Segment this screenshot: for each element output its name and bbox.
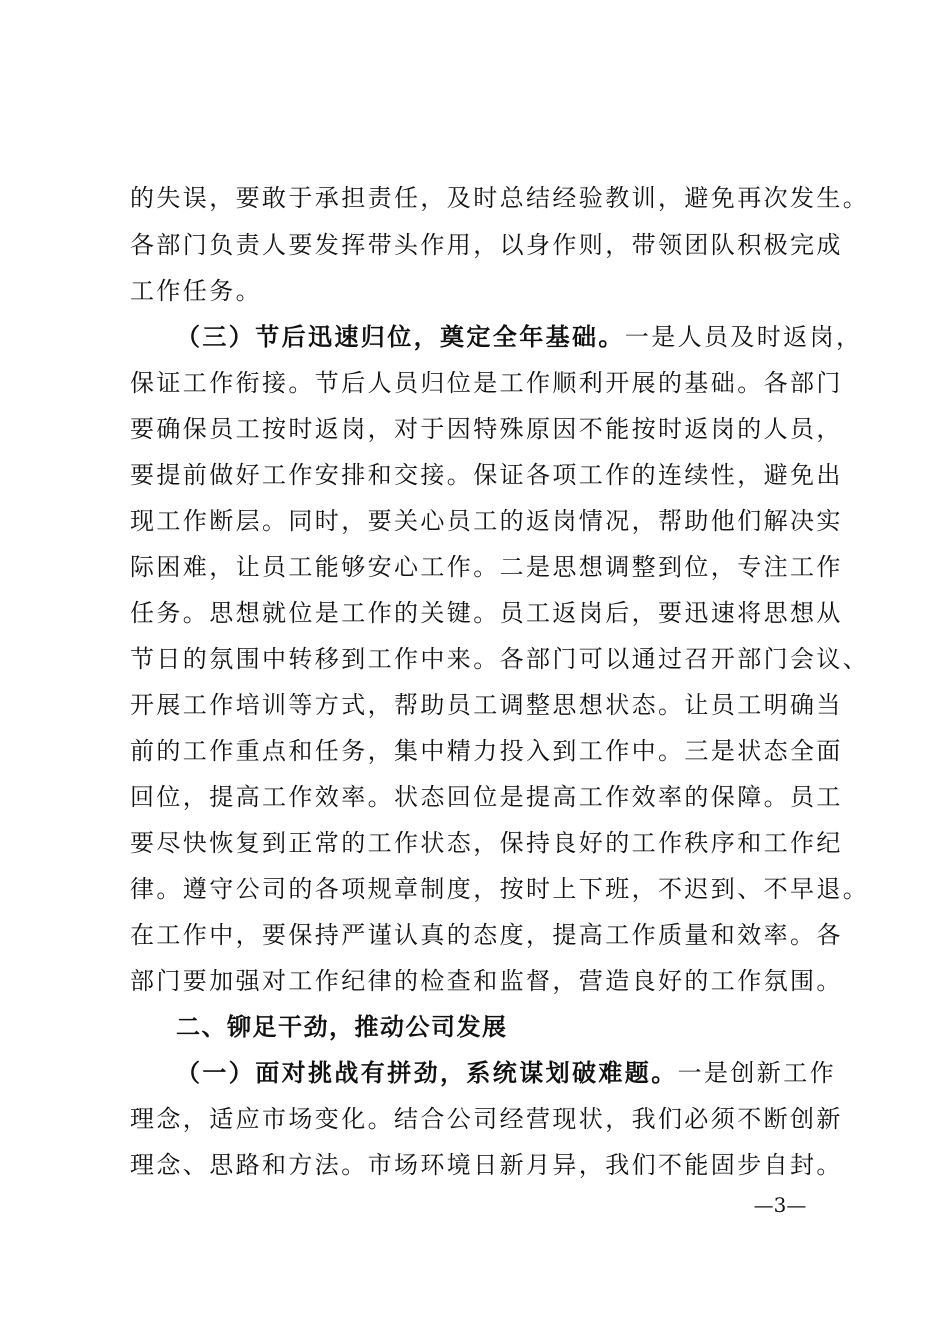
body-text-line: 理念，适应市场变化。结合公司经营现状，我们必须不断创新 xyxy=(130,1105,843,1133)
body-text-line: 部门要加强对工作纪律的检查和监督，营造良好的工作氛围。 xyxy=(130,967,843,995)
body-text-line: 回位，提高工作效率。状态回位是提高工作效率的保障。员工 xyxy=(130,783,843,811)
body-text: 一是创新工作 xyxy=(677,1059,837,1087)
body-text-line: 节日的氛围中转移到工作中来。各部门可以通过召开部门会议、 xyxy=(130,645,870,673)
body-text-line: 律。遵守公司的各项规章制度，按时上下班，不迟到、不早退。 xyxy=(130,875,870,903)
body-text-line: 际困难，让员工能够安心工作。二是思想调整到位，专注工作 xyxy=(130,553,843,581)
body-text-line: 开展工作培训等方式，帮助员工调整思想状态。让员工明确当 xyxy=(130,691,843,719)
subsection-marker: （一） xyxy=(176,1058,256,1087)
body-text-line: 保证工作衔接。节后人员归位是工作顺利开展的基础。各部门 xyxy=(130,369,843,397)
body-text-line: 要尽快恢复到正常的工作状态，保持良好的工作秩序和工作纪 xyxy=(130,829,843,857)
subsection-marker: （三） xyxy=(176,322,256,351)
section-3-paragraph-start xyxy=(176,315,863,359)
subsection-heading: 节后迅速归位，奠定全年基础。 xyxy=(255,322,625,351)
subsection-heading: 面对挑战有拼劲，系统谋划破难题。 xyxy=(255,1058,678,1087)
body-text: 一是人员及时返岗， xyxy=(624,323,863,351)
body-text-line: 任务。思想就位是工作的关键。员工返岗后，要迅速将思想从 xyxy=(130,599,843,627)
page-number: —3— xyxy=(753,1193,807,1217)
body-text-line: 的失误，要敢于承担责任，及时总结经验教训，避免再次发生。 xyxy=(130,184,870,212)
body-text-line: 理念、思路和方法。市场环境日新月异，我们不能固步自封。 xyxy=(130,1151,843,1179)
section-1-paragraph-start xyxy=(176,1051,837,1095)
body-text-line: 前的工作重点和任务，集中精力投入到工作中。三是状态全面 xyxy=(130,737,843,765)
body-text-line: 现工作断层。同时，要关心员工的返岗情况，帮助他们解决实 xyxy=(130,507,843,535)
body-text-line: 要提前做好工作安排和交接。保证各项工作的连续性，避免出 xyxy=(130,461,843,489)
section-heading: 二、铆足干劲，推动公司发展 xyxy=(176,1013,508,1041)
body-text-line: 在工作中，要保持严谨认真的态度，提高工作质量和效率。各 xyxy=(130,921,843,949)
body-text-line: 各部门负责人要发挥带头作用，以身作则，带领团队积极完成 xyxy=(130,231,843,259)
body-text-line: 要确保员工按时返岗，对于因特殊原因不能按时返岗的人员， xyxy=(130,415,843,443)
body-text-line: 工作任务。 xyxy=(130,277,262,305)
